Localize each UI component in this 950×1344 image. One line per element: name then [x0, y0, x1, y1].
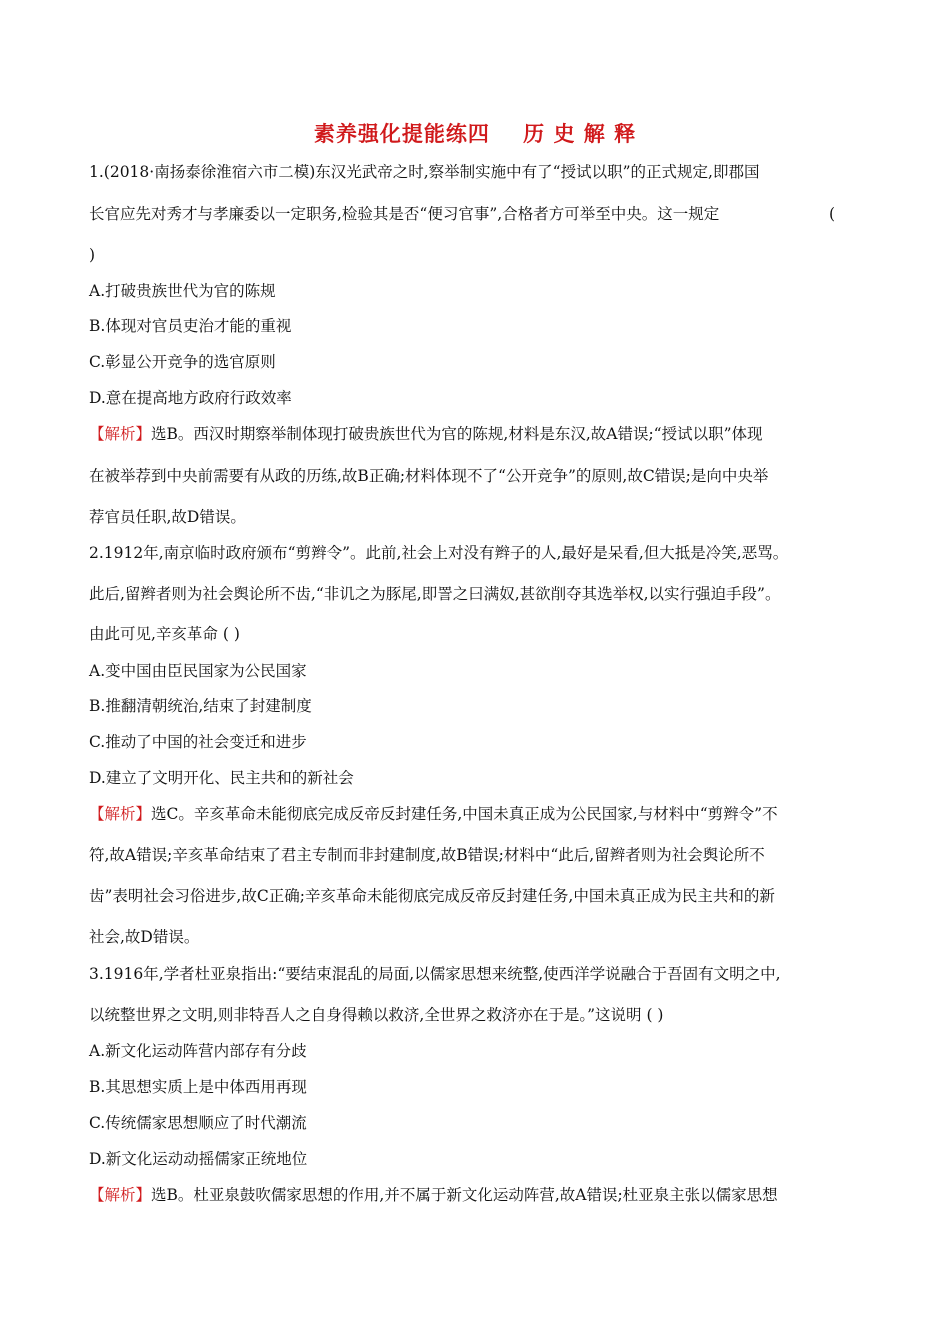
analysis-tag: 【解析】	[89, 1186, 152, 1204]
q1-analysis-line-1	[89, 422, 763, 446]
q2-option-b: B.推翻清朝统治,结束了封建制度	[89, 697, 312, 715]
q1-analysis-text-1: 选B。西汉时期察举制体现打破贵族世代为官的陈规,材料是东汉,故A错误;“授试以职”体现	[151, 425, 763, 443]
q1-option-a: A.打破贵族世代为官的陈规	[89, 282, 276, 300]
q2-analysis-text-1: 选C。辛亥革命未能彻底完成反帝反封建任务,中国未真正成为公民国家,与材料中“剪辫令”不	[151, 805, 778, 823]
q3-option-c: C.传统儒家思想顺应了时代潮流	[89, 1114, 307, 1132]
q1-option-d: D.意在提高地方政府行政效率	[89, 389, 292, 407]
q2-analysis-line-4: 社会,故D错误。	[89, 928, 200, 946]
q3-analysis-line-1	[89, 1183, 778, 1207]
analysis-tag: 【解析】	[89, 805, 152, 823]
q1-answer-paren-open: (	[829, 205, 836, 223]
q3-option-b: B.其思想实质上是中体西用再现	[89, 1078, 307, 1096]
q2-option-c: C.推动了中国的社会变迁和进步	[89, 733, 307, 751]
q3-option-d: D.新文化运动动摇儒家正统地位	[89, 1150, 308, 1168]
q1-stem-line-2: 长官应先对秀才与孝廉委以一定职务,检验其是否“便习官事”,合格者方可举至中央。这一规定	[89, 205, 720, 223]
q2-analysis-line-1	[89, 802, 778, 826]
q1-stem-line-1: 1.(2018·南扬泰徐淮宿六市二模)东汉光武帝之时,察举制实施中有了“授试以职”的正式规定,即郡国	[89, 163, 760, 181]
q2-option-a: A.变中国由臣民国家为公民国家	[89, 662, 307, 680]
q1-analysis-line-3: 荐官员任职,故D错误。	[89, 508, 246, 526]
q3-option-a: A.新文化运动阵营内部存有分歧	[89, 1042, 307, 1060]
q2-stem-line-1: 2.1912年,南京临时政府颁布“剪辫令”。此前,社会上对没有辫子的人,最好是呆看,但大抵是冷笑,恶骂。	[89, 544, 789, 562]
q1-analysis-line-2: 在被举荐到中央前需要有从政的历练,故B正确;材料体现不了“公开竞争”的原则,故C错误;是向中央举	[89, 467, 769, 485]
page-title: 素养强化提能练四 历 史 解 释	[313, 121, 637, 146]
q1-option-c: C.彰显公开竞争的选官原则	[89, 353, 276, 371]
q2-option-d: D.建立了文明开化、民主共和的新社会	[89, 769, 354, 787]
q2-analysis-line-3: 齿”表明社会习俗进步,故C正确;辛亥革命未能彻底完成反帝反封建任务,中国未真正成为民主共和的新	[89, 887, 775, 905]
analysis-tag: 【解析】	[89, 425, 152, 443]
q3-analysis-text-1: 选B。杜亚泉鼓吹儒家思想的作用,并不属于新文化运动阵营,故A错误;杜亚泉主张以儒家思想	[151, 1186, 778, 1204]
q2-stem-line-2: 此后,留辫者则为社会舆论所不齿,“非讥之为豚尾,即詈之曰满奴,甚欲削夺其选举权,以实行强迫手段”。	[89, 585, 781, 603]
q3-stem-line-1: 3.1916年,学者杜亚泉指出:“要结束混乱的局面,以儒家思想来统整,使西洋学说融合于吾固有文明之中,	[89, 965, 781, 983]
q1-answer-paren-close: )	[89, 246, 96, 264]
q1-option-b: B.体现对官员吏治才能的重视	[89, 317, 292, 335]
q2-stem-line-3: 由此可见,辛亥革命 ( )	[89, 625, 240, 643]
q2-analysis-line-2: 符,故A错误;辛亥革命结束了君主专制而非封建制度,故B错误;材料中“此后,留辫者则为社会舆论所不	[89, 846, 765, 864]
q3-stem-line-2: 以统整世界之文明,则非特吾人之自身得赖以救济,全世界之救济亦在于是。”这说明 ( )	[89, 1006, 664, 1024]
